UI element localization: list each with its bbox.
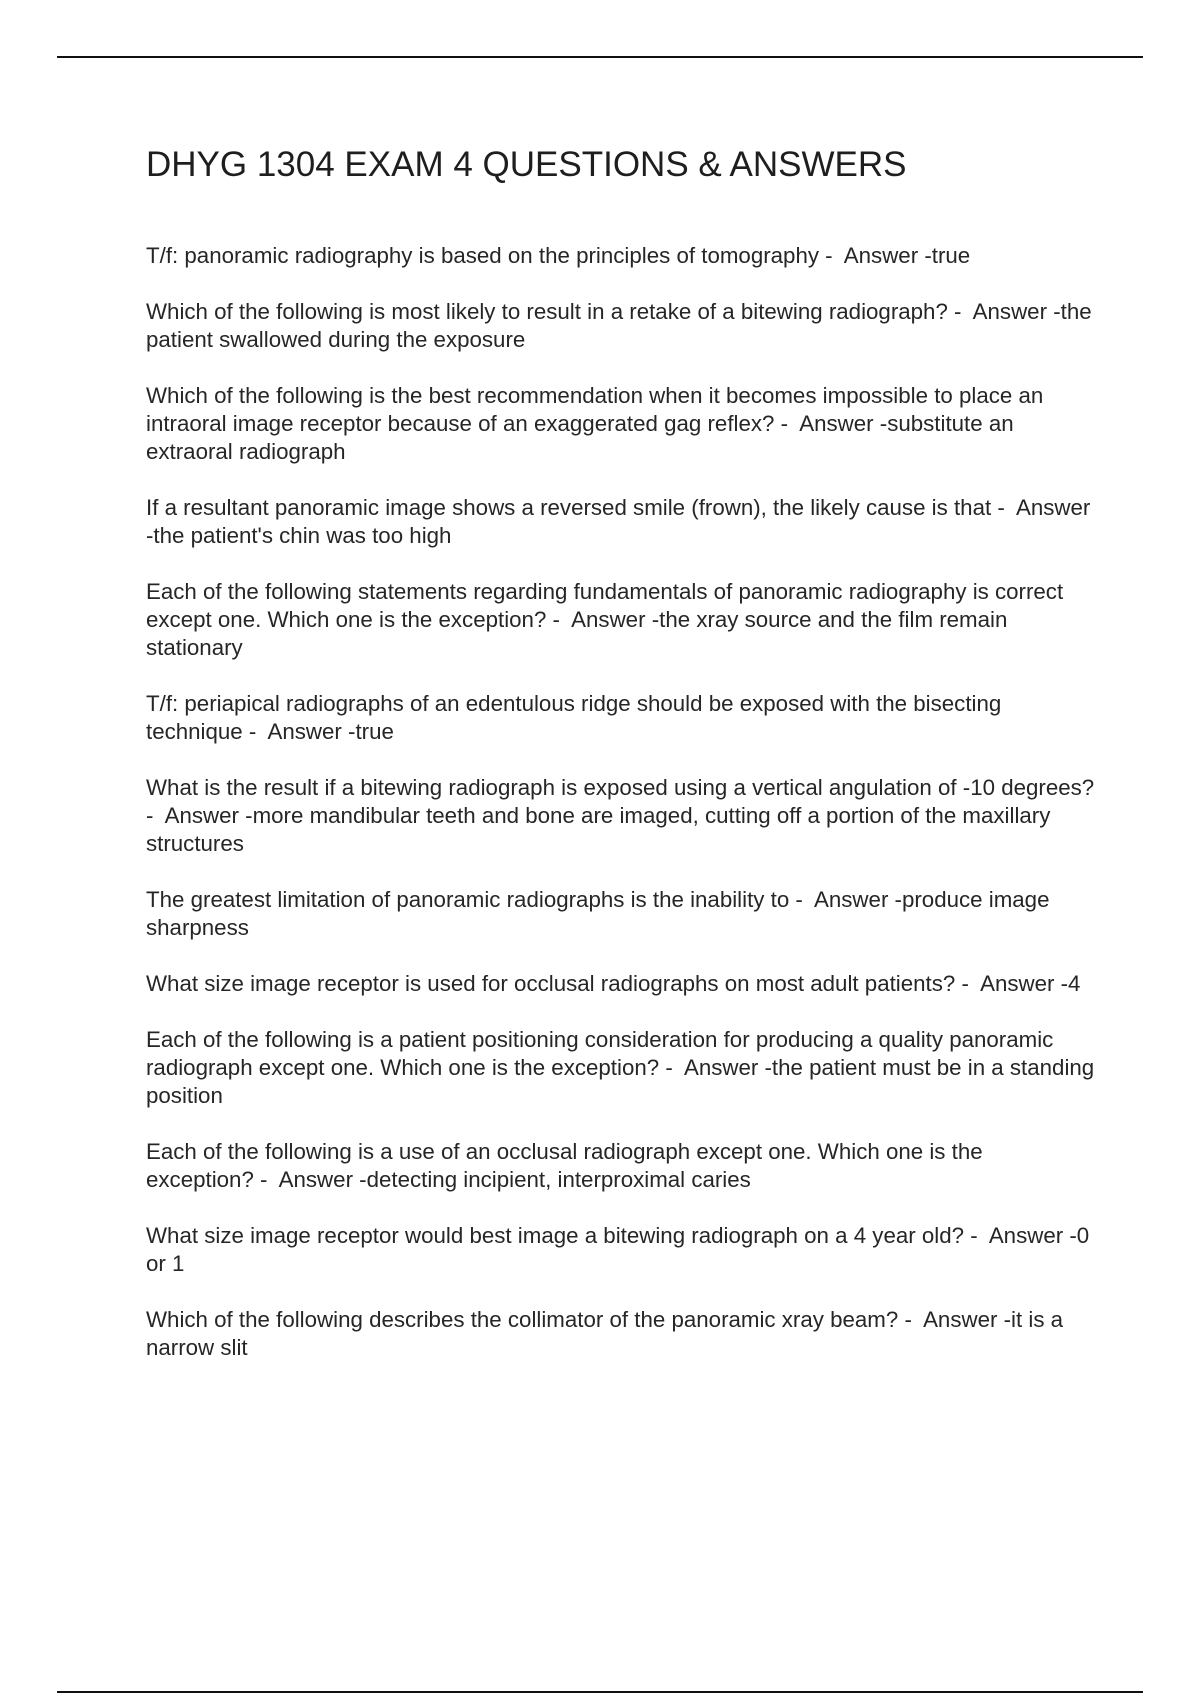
answer-text: Answer -true: [267, 719, 394, 744]
question-text: Which of the following is most likely to result in a retake of a bitewing radiograph? -: [146, 299, 962, 324]
top-rule: [57, 56, 1143, 58]
answer-text: Answer -the patient swallowed during the exposure: [146, 299, 1092, 352]
qa-item-5: [146, 578, 1096, 662]
qa-item-10: [146, 1026, 1096, 1110]
answer-text: Answer -more mandibular teeth and bone are imaged, cutting off a portion of the maxillary structures: [146, 803, 1051, 856]
question-text: Each of the following statements regarding fundamentals of panoramic radiography is correct except one. Which one is the exception? -: [146, 579, 1064, 632]
question-text: T/f: periapical radiographs of an edentulous ridge should be exposed with the bisecting technique -: [146, 691, 1002, 744]
page-title: DHYG 1304 EXAM 4 QUESTIONS & ANSWERS: [146, 145, 907, 184]
question-text: If a resultant panoramic image shows a reversed smile (frown), the likely cause is that -: [146, 495, 1005, 520]
qa-item-3: [146, 382, 1096, 466]
question-text: T/f: panoramic radiography is based on the principles of tomography -: [146, 243, 833, 268]
qa-item-8: [146, 886, 1096, 942]
answer-text: Answer -4: [980, 971, 1081, 996]
answer-text: Answer -substitute an extraoral radiograph: [146, 411, 1014, 464]
question-text: What size image receptor would best image a bitewing radiograph on a 4 year old? -: [146, 1223, 978, 1248]
qa-item-9: [146, 970, 1096, 998]
bottom-rule: [57, 1691, 1143, 1693]
question-text: What size image receptor is used for occlusal radiographs on most adult patients? -: [146, 971, 969, 996]
answer-text: Answer -detecting incipient, interproximal caries: [278, 1167, 751, 1192]
question-text: Which of the following describes the collimator of the panoramic xray beam? -: [146, 1307, 912, 1332]
qa-item-6: [146, 690, 1096, 746]
qa-item-1: [146, 242, 1096, 270]
qa-item-7: [146, 774, 1096, 858]
question-text: What is the result if a bitewing radiograph is exposed using a vertical angulation of -10 degrees? -: [146, 775, 1095, 828]
question-text: Each of the following is a use of an occlusal radiograph except one. Which one is the exception? -: [146, 1139, 983, 1192]
answer-text: Answer -it is a narrow slit: [146, 1307, 1064, 1360]
answer-text: Answer -the patient must be in a standing position: [146, 1055, 1095, 1108]
answer-text: Answer -0 or 1: [146, 1223, 1090, 1276]
qa-item-11: [146, 1138, 1096, 1194]
question-text: Each of the following is a patient positioning consideration for producing a quality panoramic radiograph except one. Which one is the exception? -: [146, 1027, 1054, 1080]
qa-list: [146, 242, 1096, 1390]
qa-item-2: [146, 298, 1096, 354]
answer-text: Answer -the patient's chin was too high: [146, 495, 1091, 548]
qa-item-4: [146, 494, 1096, 550]
qa-item-12: [146, 1222, 1096, 1278]
question-text: Which of the following is the best recommendation when it becomes impossible to place an intraoral image receptor because of an exaggerated gag reflex? -: [146, 383, 1044, 436]
question-text: The greatest limitation of panoramic radiographs is the inability to -: [146, 887, 803, 912]
qa-item-13: [146, 1306, 1096, 1362]
answer-text: Answer -the xray source and the film remain stationary: [146, 607, 1008, 660]
answer-text: Answer -true: [843, 243, 971, 268]
answer-text: Answer -produce image sharpness: [146, 887, 1050, 940]
